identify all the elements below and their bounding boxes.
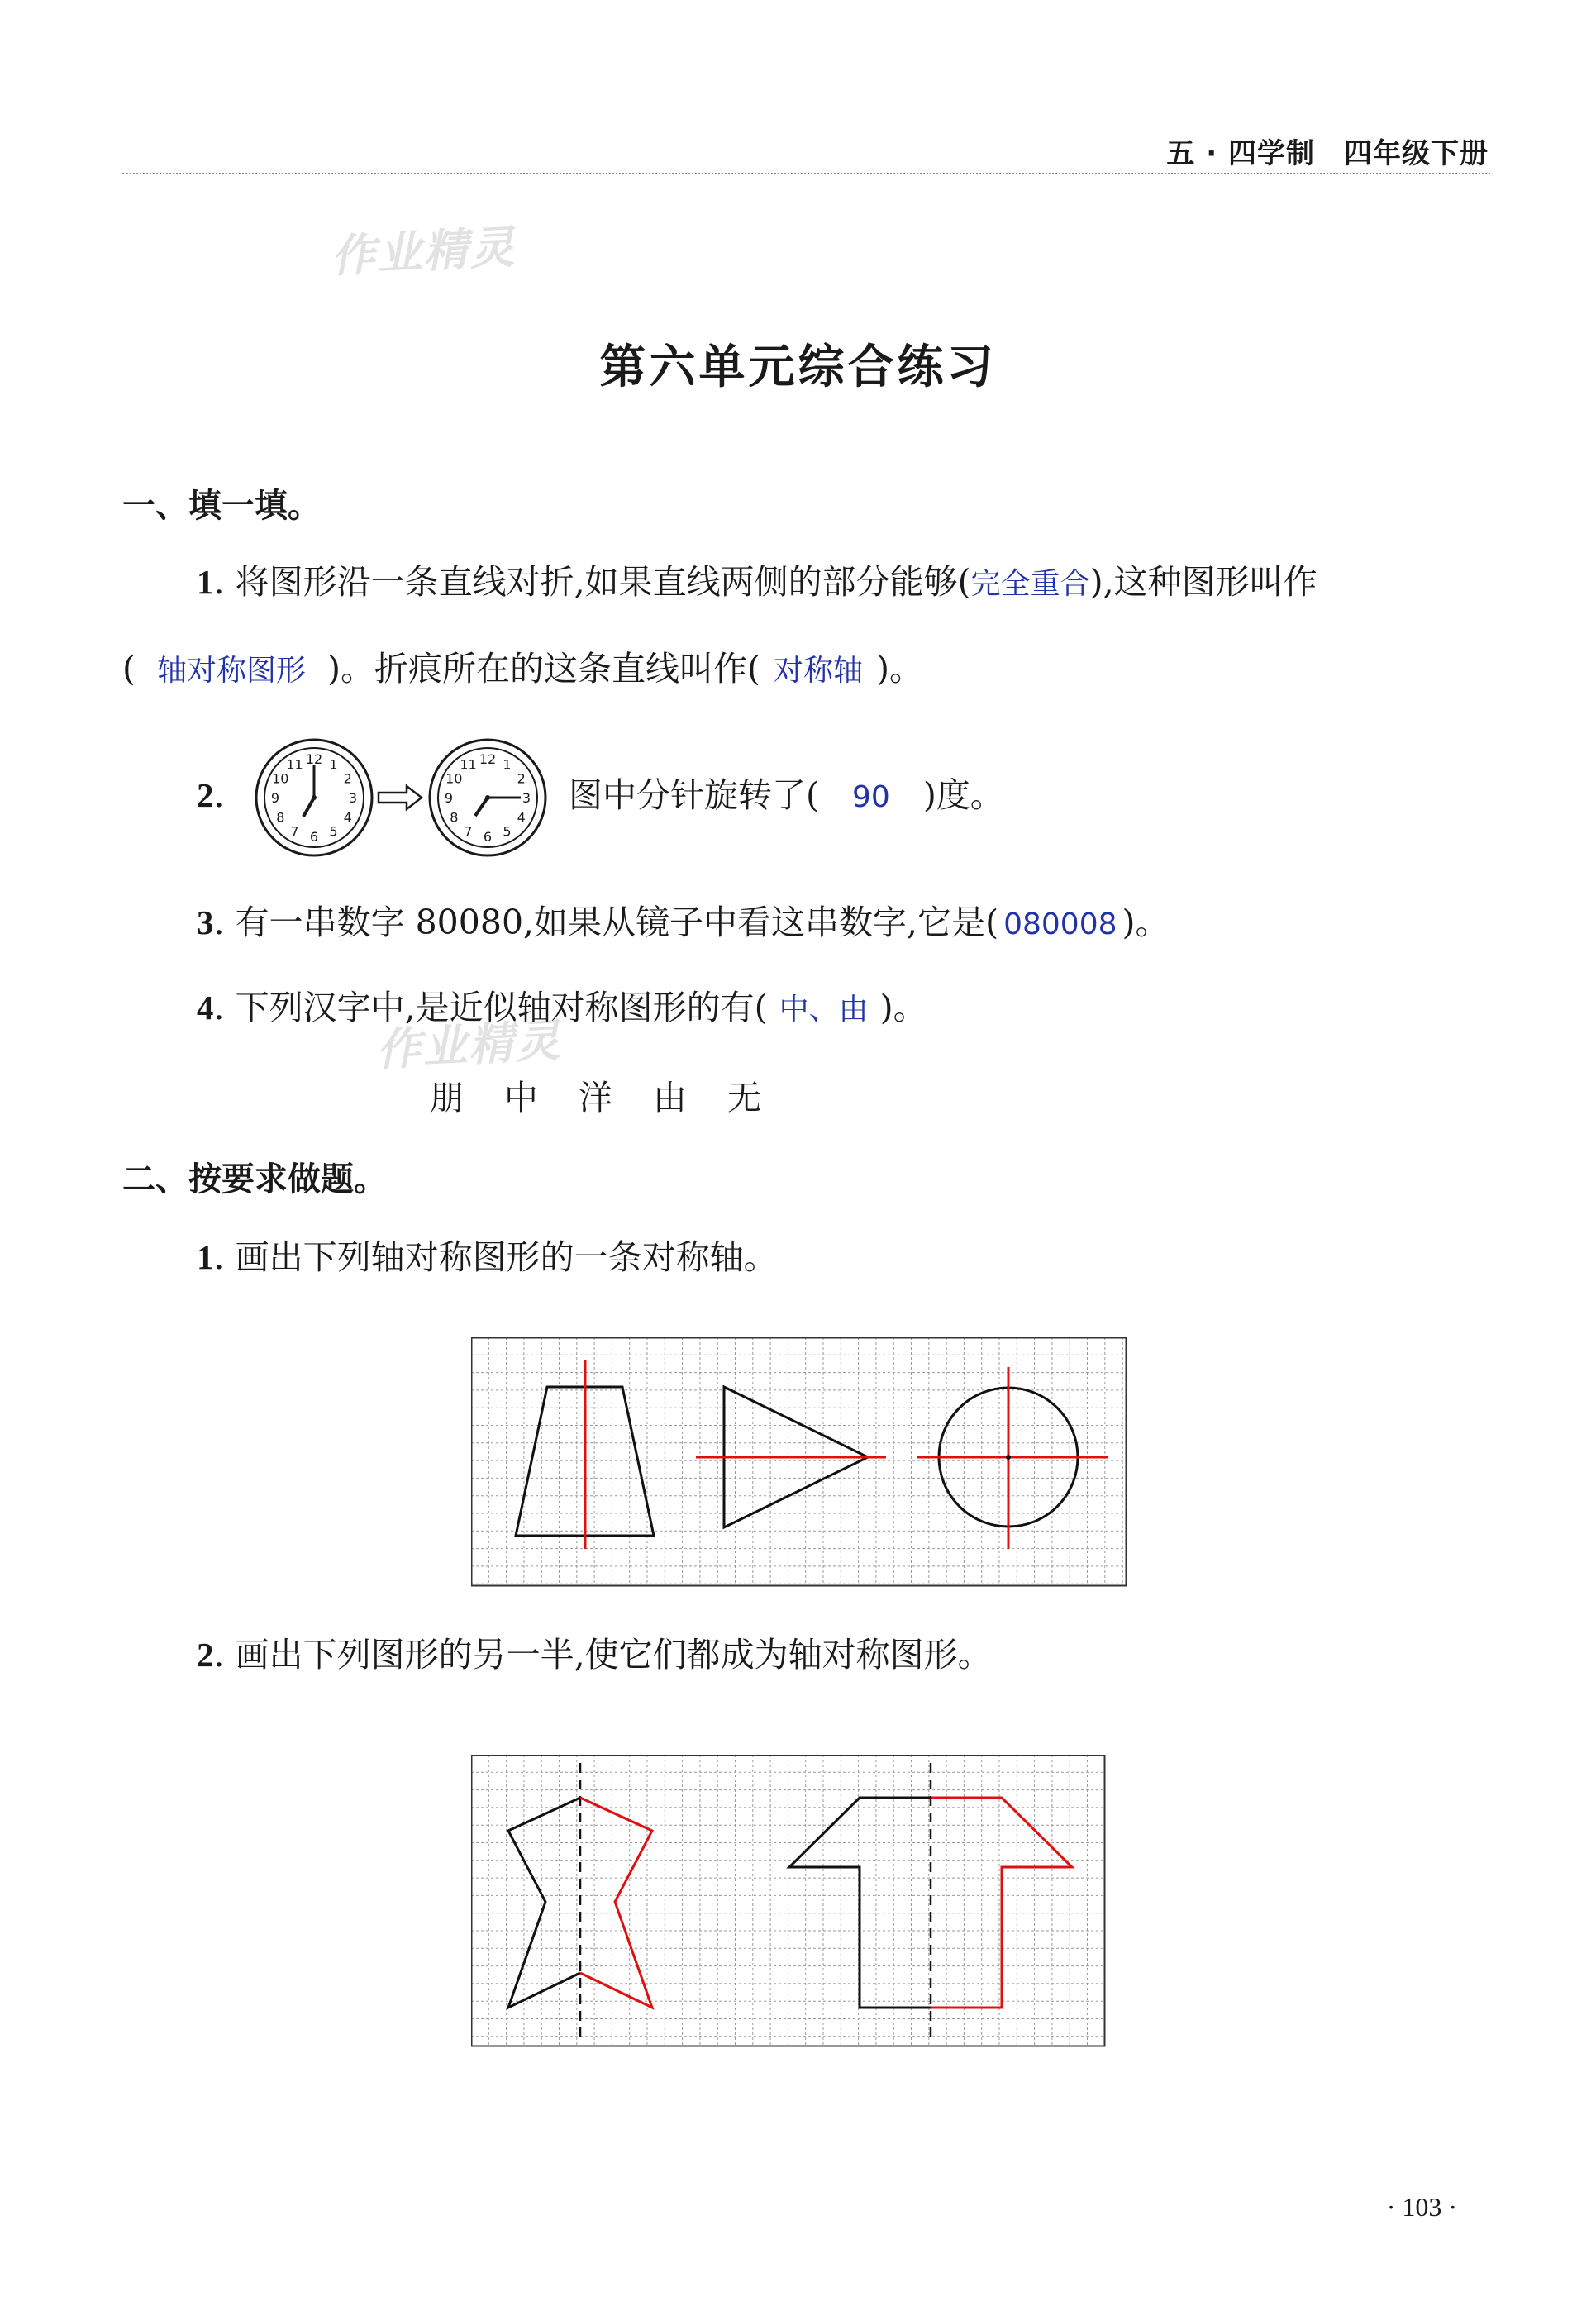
clock-number: 6 <box>309 829 319 845</box>
shirt-half-original <box>789 1798 931 2008</box>
clock-before <box>256 740 372 855</box>
clock-number: 7 <box>464 823 473 840</box>
section2-question-1 <box>197 1237 778 1278</box>
question-4 <box>197 988 927 1028</box>
star-half-original <box>508 1798 580 2008</box>
clock-number: 9 <box>444 790 454 806</box>
clock-number: 11 <box>460 756 477 773</box>
char-option: 由 <box>653 1078 687 1117</box>
clock-after <box>430 740 545 855</box>
question-number: 4 <box>197 989 214 1027</box>
clock-number: 2 <box>343 770 352 787</box>
question-text: . 画出下列图形的另一半,使它们都成为轴对称图形。 <box>213 1635 992 1675</box>
char-option: 洋 <box>579 1078 612 1117</box>
question-2-number <box>197 775 225 816</box>
question-number: 3 <box>197 903 214 941</box>
question-text: . 将图形沿一条直线对折,如果直线两侧的部分能够( <box>213 562 971 602</box>
clock-number: 3 <box>522 790 531 806</box>
clock-number: 2 <box>517 770 526 787</box>
grid-lines <box>471 1755 1104 2046</box>
page-number: · 103 · <box>1386 2192 1457 2222</box>
answer-text: 对称轴 <box>774 654 864 688</box>
clock-number: 7 <box>290 823 299 840</box>
clock-number: 12 <box>305 751 323 767</box>
question-text: )。 <box>879 988 927 1027</box>
character-options <box>430 1070 802 1119</box>
section-tasks-heading: 二、按要求做题。 <box>122 1160 387 1198</box>
question-3 <box>197 903 1170 943</box>
hour-hand <box>475 798 488 816</box>
clock-number: 6 <box>483 829 493 845</box>
clock-number: 4 <box>343 809 352 826</box>
grid-lines <box>471 1337 1126 1585</box>
paren: ( <box>122 649 136 688</box>
clock-center <box>485 795 490 800</box>
hour-hand <box>303 798 314 817</box>
question-number: 2 <box>197 1636 214 1674</box>
grid-figure-axes <box>471 1337 1132 1589</box>
question-text: . 下列汉字中,是近似轴对称图形的有( <box>213 988 768 1027</box>
question-text: ),这种图形叫作 <box>1089 562 1317 602</box>
answer-text: 完全重合 <box>970 567 1090 601</box>
clock-number: 1 <box>329 756 338 773</box>
clock-diagram <box>248 731 562 864</box>
answer-text: 轴对称图形 <box>157 654 307 688</box>
question-number: 1 <box>197 563 214 601</box>
clock-number: 3 <box>348 790 358 806</box>
grid-figure-complete <box>471 1755 1114 2052</box>
char-option: 中 <box>504 1078 538 1117</box>
watermark-top: 作业精灵 <box>329 221 517 283</box>
section-fill-in-heading: 一、填一填。 <box>122 487 321 525</box>
page-title: 第六单元综合练习 <box>599 340 997 394</box>
clock-number: 9 <box>270 790 280 806</box>
answer-text: 080008 <box>1003 908 1117 941</box>
question-text: )。 <box>1122 903 1170 942</box>
question-1-line-1 <box>197 562 1317 603</box>
clock-number: 12 <box>479 751 497 767</box>
question-text: . 画出下列轴对称图形的一条对称轴。 <box>213 1237 778 1277</box>
question-1-line-2 <box>122 649 923 689</box>
clock-center <box>312 795 317 800</box>
clock-number: 1 <box>503 756 512 773</box>
clock-number: 11 <box>286 756 303 773</box>
header-divider <box>122 173 1490 174</box>
watermark-middle: 作业精灵 <box>374 1014 563 1076</box>
clock-number: 8 <box>450 809 459 826</box>
circle-center <box>1006 1455 1011 1460</box>
question-text: )。折痕所在的这条直线叫作( <box>327 649 761 688</box>
clock-number: 5 <box>329 823 338 840</box>
question-number: 2 <box>197 776 214 814</box>
question-text: )。 <box>876 649 924 688</box>
question-text: . 有一串数字 80080,如果从镜子中看这串数字,它是( <box>213 903 999 942</box>
clock-number: 4 <box>517 809 526 826</box>
answer-text: 中、由 <box>779 993 869 1027</box>
arrow-icon <box>379 786 422 809</box>
section2-question-2 <box>197 1635 992 1675</box>
star-half-drawn <box>580 1798 652 2008</box>
clock-number: 8 <box>276 809 285 826</box>
question-number: 1 <box>197 1238 214 1276</box>
header-text: 五 · 四学制 四年级下册 <box>1166 137 1489 170</box>
clock-number: 10 <box>272 770 289 787</box>
char-option: 无 <box>727 1078 761 1117</box>
question-dot: . <box>213 775 225 815</box>
question-text: 图中分针旋转了( <box>569 775 819 815</box>
char-option: 朋 <box>430 1078 464 1117</box>
shirt-half-drawn <box>931 1798 1072 2008</box>
answer-text: 90 <box>852 780 890 814</box>
clock-number: 10 <box>445 770 463 787</box>
question-2-text <box>569 775 1004 816</box>
clock-number: 5 <box>503 823 512 840</box>
question-text: )度。 <box>922 775 1004 815</box>
